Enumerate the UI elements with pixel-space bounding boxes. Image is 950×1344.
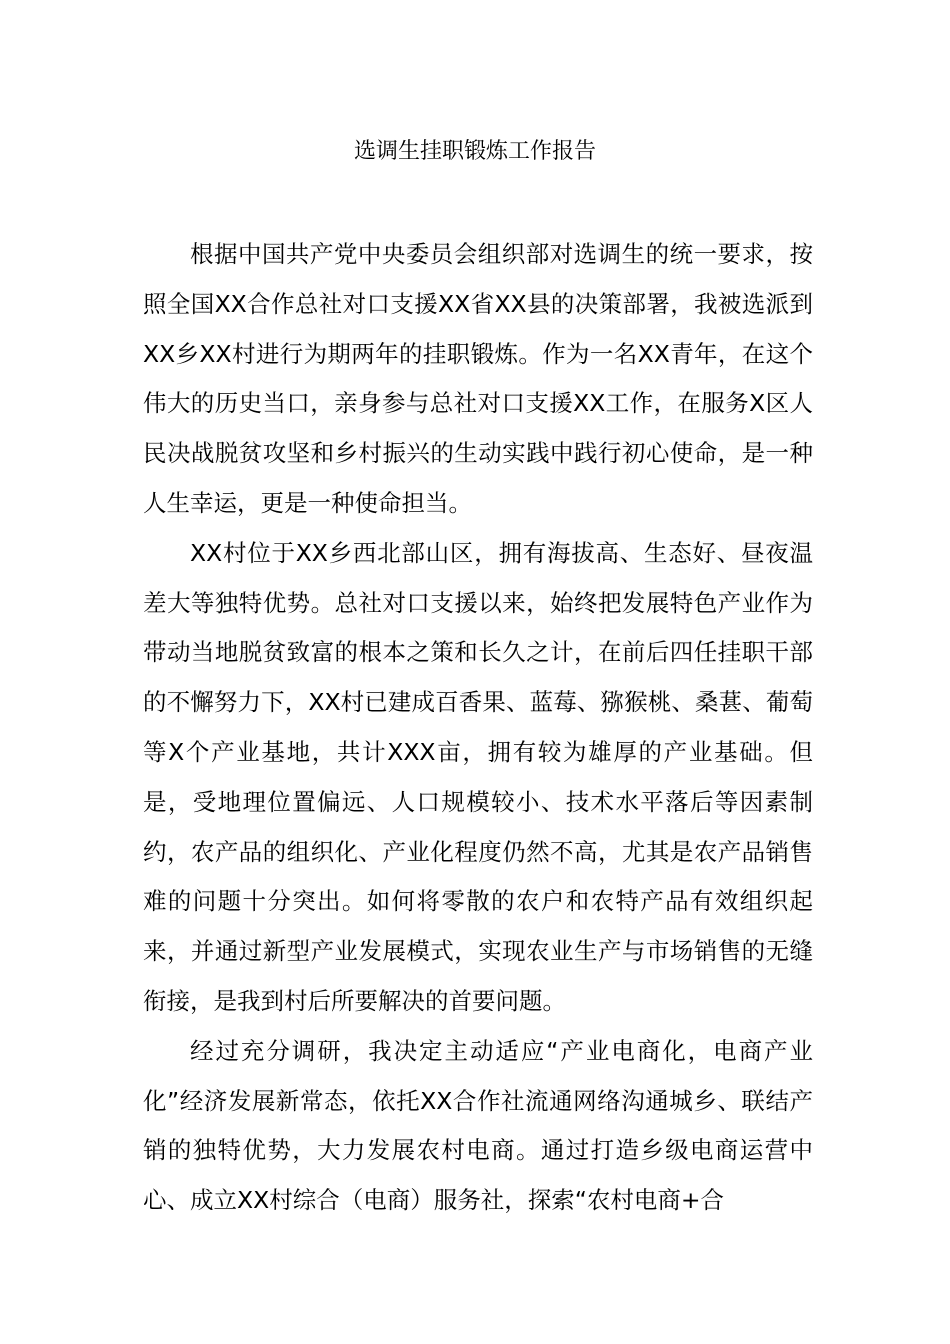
paragraph-3: 经过充分调研，我决定主动适应“产业电商化，电商产业化”经济发展新常态，依托XX合作社流通网络沟通城乡、联结产销的独特优势，大力发展农村电商。通过打造乡级电商运营中心、成立XX村综合（电商）服务社，探索“农村电商+合 [143, 1036, 813, 1215]
paragraph-2: XX村位于XX乡西北部山区，拥有海拔高、生态好、昼夜温差大等独特优势。总社对口支援以来，始终把发展特色产业作为带动当地脱贫致富的根本之策和长久之计，在前后四任挂职干部的不懈努力下，XX村已建成百香果、蓝莓、猕猴桃、桑葚、葡萄等X个产业基地，共计XXX亩，拥有较为雄厚的产业基础。但是，受地理位置偏远、人口规模较小、技术水平落后等因素制约，农产品的组织化、产业化程度仍然不高，尤其是农产品销售难的问题十分突出。如何将零散的农户和农特产品有效组织起来，并通过新型产业发展模式，实现农业生产与市场销售的无缝衔接，是我到村后所要解决的首要问题。 [143, 538, 813, 1015]
document-body [143, 230, 813, 1226]
paragraph-1: 根据中国共产党中央委员会组织部对选调生的统一要求，按照全国XX合作总社对口支援XX省XX县的决策部署，我被选派到XX乡XX村进行为期两年的挂职锻炼。作为一名XX青年，在这个伟大的历史当口，亲身参与总社对口支援XX工作，在服务X区人民决战脱贫攻坚和乡村振兴的生动实践中践行初心使命，是一种人生幸运，更是一种使命担当。 [143, 240, 813, 517]
document-title: 选调生挂职锻炼工作报告 [353, 139, 596, 164]
